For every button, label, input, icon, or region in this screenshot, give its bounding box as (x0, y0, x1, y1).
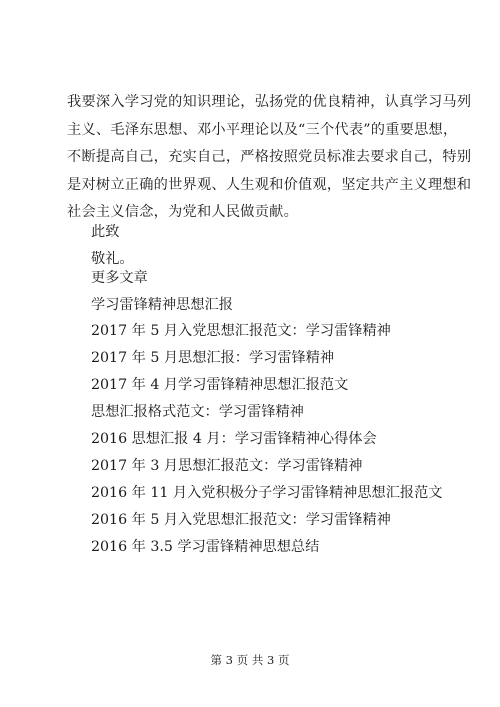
body-line: 我要深入学习党的知识理论，弘扬党的优良精神，认真学习马列 (67, 94, 472, 110)
article-list (91, 292, 442, 561)
page-number-footer: 第 3 页 共 3 页 (210, 653, 290, 667)
body-line: 社会主义信念，为党和人民做贡献。 (67, 204, 299, 221)
article-link[interactable]: 2017 年 5 月思想汇报：学习雷锋精神 (91, 350, 335, 367)
body-line: 主义、毛泽东思想、邓小平理论以及“三个代表”的重要思想， (67, 121, 458, 138)
more-articles-section (91, 265, 442, 560)
closing-salutation: 此致 (91, 224, 120, 240)
closing-regards: 敬礼。 (91, 251, 134, 268)
article-link[interactable]: 2016 年 5 月入党思想汇报范文：学习雷锋精神 (91, 511, 391, 528)
article-link[interactable]: 2016 思想汇报 4 月：学习雷锋精神心得体会 (91, 430, 377, 447)
body-line: 不断提高自己，充实自己，严格按照党员标准去要求自己，特别 (67, 149, 472, 166)
article-link[interactable]: 2017 年 4 月学习雷锋精神思想汇报范文 (91, 377, 349, 394)
body-line: 是对树立正确的世界观、人生观和价值观，坚定共产主义理想和 (67, 176, 472, 193)
article-link[interactable]: 学习雷锋精神思想汇报 (91, 296, 233, 313)
article-link[interactable]: 2016 年 3.5 学习雷锋精神思想总结 (91, 538, 320, 555)
article-link[interactable]: 思想汇报格式范文：学习雷锋精神 (91, 404, 304, 421)
article-link[interactable]: 2016 年 11 月入党积极分子学习雷锋精神思想汇报范文 (91, 484, 443, 501)
more-articles-heading: 更多文章 (91, 270, 148, 286)
article-link[interactable]: 2017 年 5 月入党思想汇报范文：学习雷锋精神 (91, 323, 391, 340)
body-paragraph (67, 89, 472, 227)
article-link[interactable]: 2017 年 3 月思想汇报范文：学习雷锋精神 (91, 457, 363, 474)
